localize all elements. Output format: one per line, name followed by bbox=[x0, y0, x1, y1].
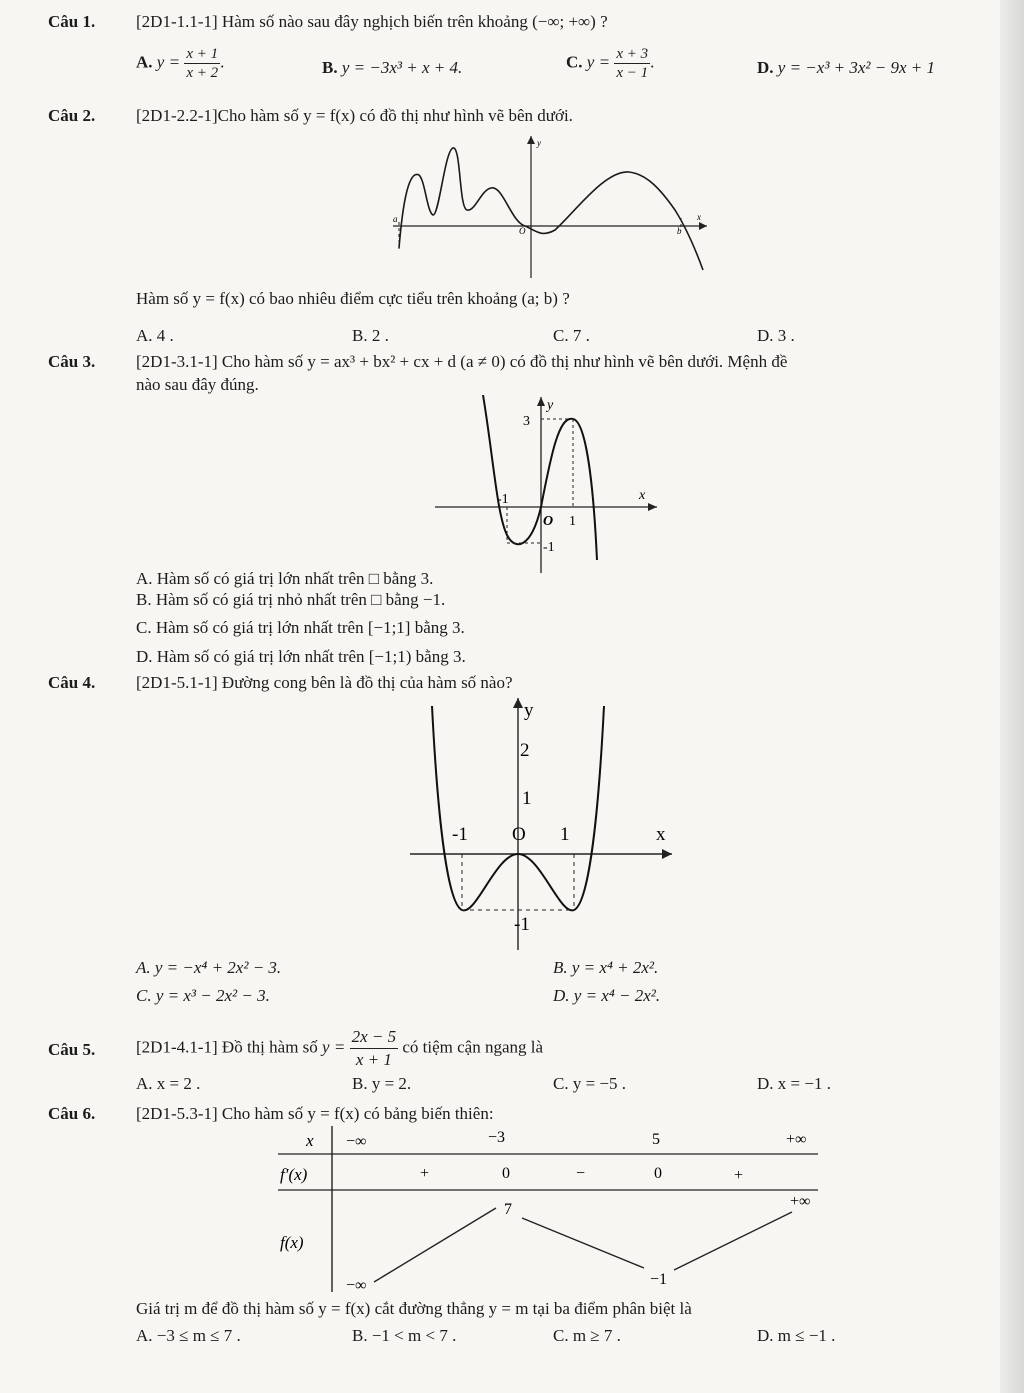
q4-option-a[interactable]: A. y = −x⁴ + 2x² − 3. bbox=[136, 958, 282, 977]
q3-question bbox=[136, 352, 787, 372]
q5-fraction: $\frac{2x - 5}{x + 1}$ bbox=[351, 1027, 397, 1069]
q2-option-a[interactable]: A. 4 . bbox=[136, 326, 174, 345]
q4-tick-neg1-y: -1 bbox=[514, 914, 530, 935]
q3-code: [2D1-3.1-1] bbox=[136, 352, 218, 371]
q5-option-c[interactable]: C. y = −5 . bbox=[553, 1074, 627, 1093]
q2-option-c[interactable]: C. 7 . bbox=[553, 326, 590, 345]
q1-a-fraction: $\frac{x + 1}{x + 2}$ bbox=[186, 46, 219, 81]
q6-table-fp-head: f′(x) bbox=[280, 1165, 308, 1184]
q3-origin-label: O bbox=[543, 514, 554, 529]
q4-x-label: x bbox=[656, 824, 666, 845]
q5-label: Câu 5. bbox=[48, 1040, 96, 1059]
q4-text: Đường cong bên là đồ thị của hàm số nào? bbox=[221, 673, 513, 692]
q3-x-label: x bbox=[639, 488, 646, 503]
q6-sub-question: Giá trị m để đồ thị hàm số y = f(x) cắt đường thẳng y = m tại ba điểm phân biệt là bbox=[136, 1299, 692, 1318]
q4-tick-2: 2 bbox=[520, 740, 530, 761]
q5-code: [2D1-4.1-1] bbox=[136, 1037, 218, 1057]
q3-option-d[interactable]: D. Hàm số có giá trị lớn nhất trên [−1;1) bằng 3. bbox=[136, 647, 466, 666]
q1-question bbox=[136, 12, 608, 32]
q6-arrow-up-1 bbox=[374, 1208, 496, 1282]
q6-option-a[interactable]: A. −3 ≤ m ≤ 7 . bbox=[136, 1326, 241, 1345]
q3-option-a[interactable]: A. Hàm số có giá trị lớn nhất trên □ bằng 3. bbox=[136, 569, 434, 588]
q3-y-label: y bbox=[547, 398, 554, 413]
q5-option-b[interactable]: B. y = 2. bbox=[352, 1074, 412, 1093]
q4-y-arrow bbox=[513, 698, 523, 708]
q6-x-val-0: −∞ bbox=[346, 1133, 367, 1150]
q1-option-b[interactable]: B. y = −3x³ + x + 4. bbox=[322, 58, 463, 77]
q2-question bbox=[136, 106, 573, 126]
q3-tick-neg1-x: -1 bbox=[497, 492, 509, 507]
q6-sign-1: 0 bbox=[502, 1165, 510, 1182]
q4-tick-1-y: 1 bbox=[522, 788, 532, 809]
q1-interval: (−∞; +∞) bbox=[532, 12, 596, 31]
q6-f-val-min: −1 bbox=[650, 1271, 668, 1288]
q3-y-arrow bbox=[537, 397, 545, 406]
q6-f-val-posinf: +∞ bbox=[790, 1193, 811, 1210]
q6-x-val-2: 5 bbox=[652, 1131, 660, 1148]
q4-option-c[interactable]: C. y = x³ − 2x² − 3. bbox=[136, 986, 270, 1005]
q2-option-b[interactable]: B. 2 . bbox=[352, 326, 389, 345]
q1-text: Hàm số nào sau đây nghịch biến trên khoảng bbox=[221, 12, 528, 31]
q6-option-d[interactable]: D. m ≤ −1 . bbox=[757, 1326, 836, 1345]
q5-option-d[interactable]: D. x = −1 . bbox=[757, 1074, 831, 1093]
q2-y-arrow bbox=[527, 136, 535, 144]
q6-arrow-down bbox=[522, 1218, 644, 1268]
q2-code: [2D1-2.2-1] bbox=[136, 106, 218, 125]
q2-label: Câu 2. bbox=[48, 106, 96, 125]
q2-sub-question: Hàm số y = f(x) có bao nhiêu điểm cực tiểu trên khoảng (a; b) ? bbox=[136, 289, 570, 308]
q3-option-b[interactable]: B. Hàm số có giá trị nhỏ nhất trên □ bằng −1. bbox=[136, 590, 446, 609]
q4-tick-1-x: 1 bbox=[560, 824, 570, 845]
q4-label: Câu 4. bbox=[48, 673, 96, 692]
q6-text: Cho hàm số y = f(x) có bảng biến thiên: bbox=[221, 1104, 494, 1123]
q4-option-b[interactable]: B. y = x⁴ + 2x². bbox=[553, 958, 659, 977]
q6-table-x-head: x bbox=[306, 1131, 314, 1150]
q2-x-label: x bbox=[697, 212, 701, 222]
q3-question-cont: nào sau đây đúng. bbox=[136, 375, 259, 394]
q6-table-f-head: f(x) bbox=[280, 1233, 304, 1252]
q6-option-b[interactable]: B. −1 < m < 7 . bbox=[352, 1326, 457, 1345]
q2-x-arrow bbox=[699, 222, 707, 230]
q5-option-a[interactable]: A. x = 2 . bbox=[136, 1074, 201, 1093]
q1-label: Câu 1. bbox=[48, 12, 96, 31]
q4-origin-label: O bbox=[512, 824, 526, 845]
q6-x-val-3: +∞ bbox=[786, 1131, 807, 1148]
q4-question bbox=[136, 673, 513, 693]
q4-option-d[interactable]: D. y = x⁴ − 2x². bbox=[553, 986, 661, 1005]
q3-tick-1: 1 bbox=[569, 514, 576, 529]
q2-graph bbox=[385, 130, 715, 280]
q5-question: [2D1-4.1-1] Đồ thị hàm số y = $\frac{2x - 5}{x + 1}$ có tiệm cận ngang là bbox=[136, 1027, 544, 1069]
q6-label: Câu 6. bbox=[48, 1104, 96, 1123]
q2-origin-label: O bbox=[519, 226, 526, 236]
q3-x-arrow bbox=[648, 503, 657, 511]
q1-code: [2D1-1.1-1] bbox=[136, 12, 218, 31]
q3-tick-neg1-y: -1 bbox=[543, 540, 555, 555]
page-edge-shadow bbox=[1000, 0, 1024, 1393]
q6-f-val-neginf: −∞ bbox=[346, 1277, 367, 1294]
q1-qmark: ? bbox=[600, 12, 608, 31]
q2-y-label: y bbox=[537, 138, 541, 148]
q4-y-label: y bbox=[524, 700, 534, 721]
q6-arrow-up-2 bbox=[674, 1212, 792, 1270]
q6-sign-4: + bbox=[734, 1167, 744, 1184]
q1-option-d[interactable]: D. y = −x³ + 3x² − 9x + 1 bbox=[757, 58, 936, 77]
q6-f-val-max: 7 bbox=[504, 1201, 512, 1218]
q3-tick-3: 3 bbox=[523, 414, 530, 429]
q1-option-c[interactable]: C. y = $\frac{x + 3}{x - 1}$ . bbox=[566, 46, 655, 81]
q4-code: [2D1-5.1-1] bbox=[136, 673, 218, 692]
q3-label: Câu 3. bbox=[48, 352, 96, 371]
q2-curve bbox=[399, 148, 703, 270]
q6-sign-3: 0 bbox=[654, 1165, 662, 1182]
q6-x-val-1: −3 bbox=[488, 1129, 506, 1146]
q2-b-label: b bbox=[677, 226, 682, 236]
q4-tick-neg1-x: -1 bbox=[452, 824, 468, 845]
q4-graph bbox=[410, 694, 680, 954]
q3-curve bbox=[483, 395, 597, 560]
q2-text: Cho hàm số y = f(x) có đồ thị như hình vẽ bên dưới. bbox=[217, 106, 573, 125]
q6-sign-2: − bbox=[576, 1165, 586, 1182]
q3-option-c[interactable]: C. Hàm số có giá trị lớn nhất trên [−1;1] bằng 3. bbox=[136, 618, 465, 637]
q6-question bbox=[136, 1104, 494, 1124]
q5-text: Đồ thị hàm số bbox=[221, 1037, 318, 1057]
q6-option-c[interactable]: C. m ≥ 7 . bbox=[553, 1326, 621, 1345]
q6-sign-0: + bbox=[420, 1165, 430, 1182]
q3-graph bbox=[435, 395, 665, 575]
q2-option-d[interactable]: D. 3 . bbox=[757, 326, 795, 345]
q3-text: Cho hàm số y = ax³ + bx² + cx + d (a ≠ 0) có đồ thị như hình vẽ bên dưới. Mệnh đề bbox=[221, 352, 788, 371]
q1-option-a[interactable]: A. y = $\frac{x + 1}{x + 2}$ . bbox=[136, 46, 225, 81]
q2-a-label: a bbox=[393, 214, 398, 224]
q6-code: [2D1-5.3-1] bbox=[136, 1104, 218, 1123]
q1-c-fraction: $\frac{x + 3}{x - 1}$ bbox=[616, 46, 649, 81]
q4-x-arrow bbox=[662, 849, 672, 859]
q6-variation-table bbox=[270, 1124, 830, 1294]
